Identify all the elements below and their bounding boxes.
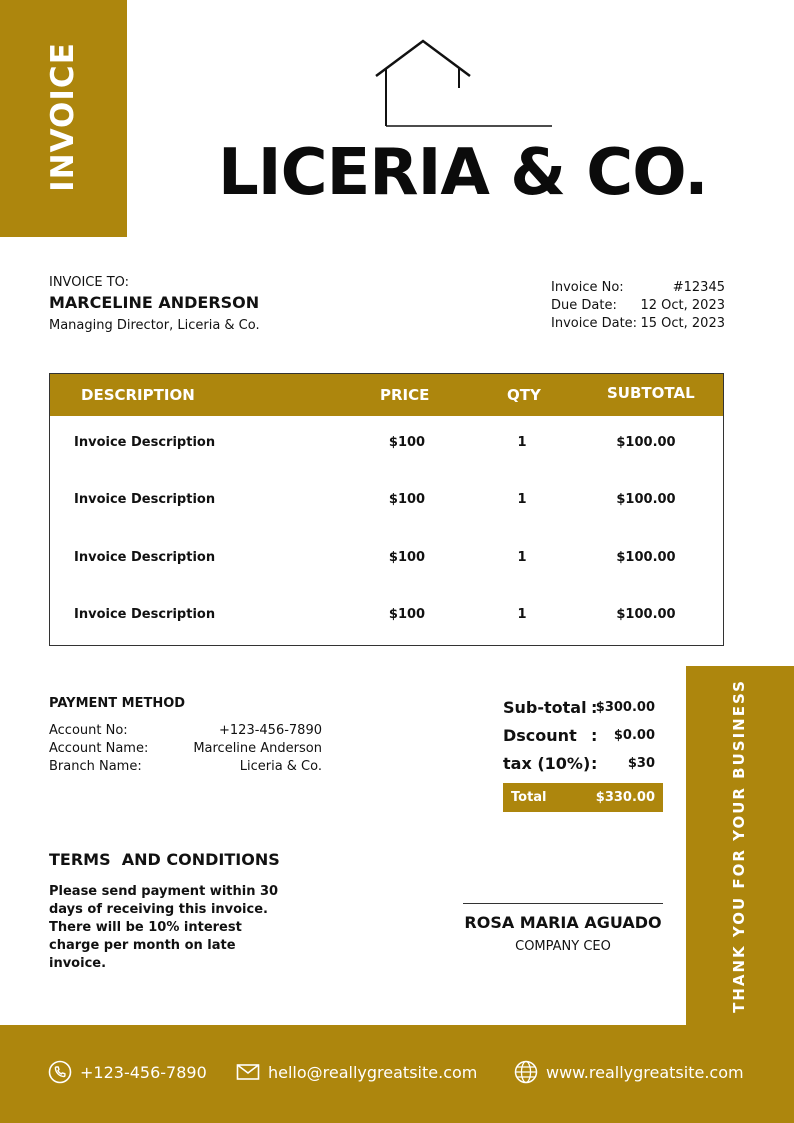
column-header-qty: QTY: [507, 386, 541, 404]
invoice-number-row: [551, 279, 725, 297]
totals-label: Dscount: [503, 726, 577, 745]
due-date-row: [551, 297, 725, 315]
footer-website-text: www.reallygreatsite.com: [546, 1062, 744, 1082]
invoice-tab: [0, 0, 127, 237]
row-qty: 1: [517, 550, 527, 565]
signatory-name: ROSA MARIA AGUADO: [464, 913, 662, 932]
totals-value: $0.00: [613, 728, 655, 743]
grand-total-bar: [503, 783, 663, 812]
bill-to-label: INVOICE TO:: [49, 275, 130, 290]
row-subtotal: $100.00: [616, 435, 676, 450]
invoice-tab-label: INVOICE: [45, 42, 81, 192]
payment-details: [49, 722, 322, 776]
globe-icon: [514, 1060, 538, 1084]
column-header-subtotal: SUBTOTAL: [607, 384, 695, 402]
column-header-price: PRICE: [380, 386, 430, 404]
bill-to-name: MARCELINE ANDERSON: [49, 293, 260, 312]
row-subtotal: $100.00: [616, 607, 676, 622]
row-qty: 1: [517, 435, 527, 450]
invoice-meta: [551, 279, 725, 333]
row-description: Invoice Description: [74, 492, 216, 507]
row-description: Invoice Description: [74, 607, 216, 622]
totals-colon: :: [591, 754, 598, 773]
footer-phone[interactable]: [48, 1060, 207, 1084]
payment-label: Branch Name:: [49, 759, 142, 774]
grand-total-value: $330.00: [595, 790, 655, 805]
row-description: Invoice Description: [74, 435, 216, 450]
footer-website[interactable]: [514, 1060, 744, 1084]
footer-phone-text: +123-456-7890: [80, 1062, 207, 1082]
thank-you-band: [686, 666, 794, 1026]
table-row: [50, 550, 723, 570]
footer-email[interactable]: [236, 1060, 477, 1084]
company-name: LICERIA & CO.: [218, 136, 708, 210]
terms-text: Please send payment within 30 days of receiving this invoice. There will be 10% interest charge per month on late invoice.: [49, 884, 279, 971]
house-outline-icon: [370, 38, 560, 132]
payment-value: Liceria & Co.: [239, 759, 322, 774]
meta-label: Invoice Date:: [551, 316, 638, 331]
signatory-role: COMPANY CEO: [515, 939, 611, 954]
terms-title: TERMS AND CONDITIONS: [49, 850, 280, 869]
subtotal-row: [503, 698, 663, 726]
totals-colon: :: [591, 698, 598, 717]
branch-name-row: [49, 758, 322, 776]
payment-method-title: PAYMENT METHOD: [49, 696, 186, 711]
phone-icon: [48, 1060, 72, 1084]
meta-value: #12345: [672, 280, 725, 295]
thank-you-text: THANK YOU FOR YOUR BUSINESS: [730, 679, 748, 1013]
payment-value: Marceline Anderson: [193, 741, 322, 756]
row-qty: 1: [517, 492, 527, 507]
row-price: $100: [388, 492, 426, 507]
table-row: [50, 607, 723, 627]
payment-value: +123-456-7890: [219, 723, 322, 738]
row-subtotal: $100.00: [616, 550, 676, 565]
totals-value: $30: [627, 756, 655, 771]
totals-value: $300.00: [595, 700, 655, 715]
row-price: $100: [388, 607, 426, 622]
tax-row: [503, 754, 663, 782]
meta-value: 15 Oct, 2023: [640, 316, 725, 331]
discount-row: [503, 726, 663, 754]
table-header: [50, 374, 723, 416]
payment-label: Account No:: [49, 723, 128, 738]
row-subtotal: $100.00: [616, 492, 676, 507]
meta-label: Due Date:: [551, 298, 617, 313]
footer: [0, 1025, 794, 1123]
totals-label: tax (10%): [503, 754, 591, 773]
meta-label: Invoice No:: [551, 280, 624, 295]
payment-label: Account Name:: [49, 741, 149, 756]
grand-total-label: Total: [511, 790, 547, 805]
column-header-description: DESCRIPTION: [81, 386, 195, 404]
invoice-date-row: [551, 315, 725, 333]
bill-to-title: Managing Director, Liceria & Co.: [49, 318, 260, 333]
mail-icon: [236, 1060, 260, 1084]
account-number-row: [49, 722, 322, 740]
table-row: [50, 492, 723, 512]
signature-line: [463, 903, 663, 904]
row-price: $100: [388, 435, 426, 450]
footer-email-text: hello@reallygreatsite.com: [268, 1062, 478, 1082]
row-price: $100: [388, 550, 426, 565]
row-qty: 1: [517, 607, 527, 622]
totals-colon: :: [591, 726, 598, 745]
row-description: Invoice Description: [74, 550, 216, 565]
totals-label: Sub-total: [503, 698, 587, 717]
table-row: [50, 435, 723, 455]
meta-value: 12 Oct, 2023: [640, 298, 725, 313]
account-name-row: [49, 740, 322, 758]
items-table: [49, 373, 724, 646]
totals-block: [503, 698, 663, 782]
